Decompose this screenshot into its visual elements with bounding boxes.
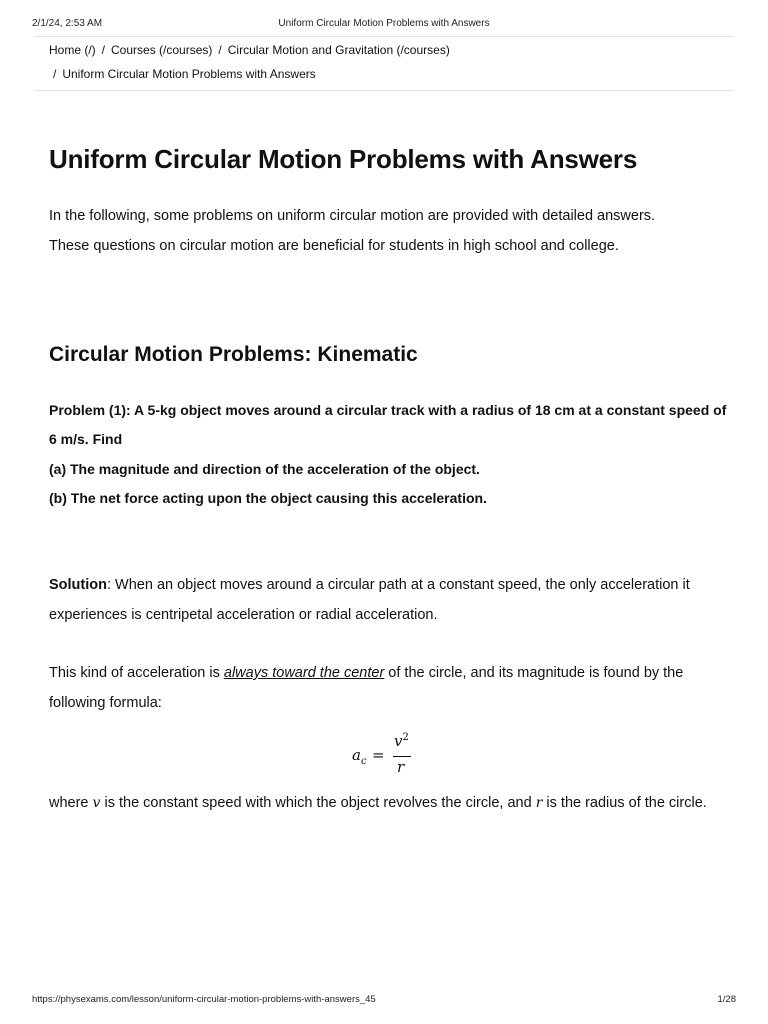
fraction-bar [393,756,411,757]
accel-text-after: of the circle, and its magnitude is found by the following formula: [49,665,684,711]
problem-statement: Problem (1): A 5-kg object moves around a circular track with a radius of 18 cm at a constant speed of 6 m/s. Find [49,402,727,448]
formula-numerator: $v^2$ [394,732,409,750]
variable-v: v [92,795,101,811]
breadcrumb [49,38,734,62]
intro-paragraph [49,202,728,261]
solution-text: : When an object moves around a circular path at a constant speed, the only acceleration it experiences is centripetal acceleration or radial acceleration. [49,577,690,623]
where-text-3: is the radius of the circle. [542,795,707,811]
breadcrumb-courses[interactable]: Courses (/courses) [111,43,213,57]
print-datetime: 2/1/24, 2:53 AM [32,18,103,29]
breadcrumb-separator: / [53,67,57,81]
print-header [32,18,736,32]
where-paragraph [49,789,728,819]
breadcrumb-circular-motion[interactable]: Circular Motion and Gravitation (/courses) [227,43,450,57]
formula-equals: = [372,746,385,764]
breadcrumb-home[interactable]: Home (/) [49,43,96,57]
divider [34,90,734,91]
print-page-title: Uniform Circular Motion Problems with Answers [278,18,490,29]
section-heading: Circular Motion Problems: Kinematic [49,343,418,366]
accel-emphasis-link[interactable]: always toward the center [223,665,385,681]
formula-denominator: r [397,758,405,776]
divider [34,36,734,37]
accel-text-before: This kind of acceleration is [49,665,224,681]
breadcrumb-line-2 [53,62,734,86]
where-text-1: where [49,795,93,811]
print-url: https://physexams.com/lesson/uniform-circular-motion-problems-with-answers_45 [32,994,376,1005]
page-title: Uniform Circular Motion Problems with Answers [49,144,638,174]
page-number: 1/28 [717,994,736,1005]
centripetal-acceleration-formula [350,732,420,778]
intro-line-2: These questions on circular motion are beneficial for students in high school and college. [49,237,619,254]
problem-part-b: (b) The net force acting upon the object causing this acceleration. [49,489,487,506]
acceleration-paragraph [49,659,728,718]
intro-line-1: In the following, some problems on uniform circular motion are provided with detailed answers. [49,208,656,224]
breadcrumb-separator: / [101,43,106,57]
formula-lhs: $a_c$ [352,746,367,767]
problem-1 [49,396,728,513]
variable-r: r [535,795,543,811]
solution-label: Solution [49,577,107,593]
solution-paragraph [49,571,728,630]
breadcrumb-current: Uniform Circular Motion Problems with Answers [62,67,316,81]
where-text-2: is the constant speed with which the object revolves the circle, and [100,795,536,811]
breadcrumb-separator: / [218,43,222,57]
problem-part-a: (a) The magnitude and direction of the acceleration of the object. [49,460,480,477]
